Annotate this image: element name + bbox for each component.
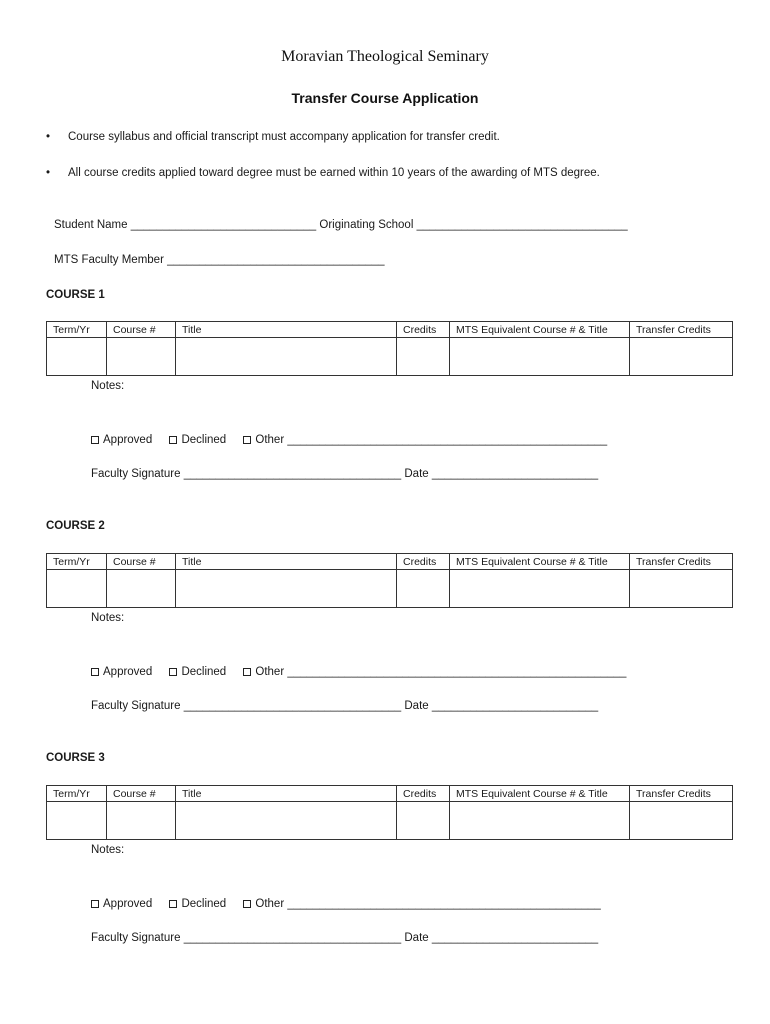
- col-header-term: Term/Yr: [47, 786, 107, 802]
- col-header-term: Term/Yr: [47, 322, 107, 338]
- faculty-signature-label: Faculty Signature: [91, 932, 181, 944]
- credits-cell[interactable]: [397, 338, 450, 376]
- declined-checkbox[interactable]: [169, 434, 226, 446]
- student-info-row: [54, 219, 628, 231]
- transfer-credits-cell[interactable]: [630, 338, 733, 376]
- table-row: [47, 338, 733, 376]
- form-title: Transfer Course Application: [291, 90, 479, 106]
- other-label: Other: [255, 434, 285, 446]
- checkbox-icon: [91, 900, 99, 908]
- signature-row: [91, 468, 598, 480]
- faculty-signature-field[interactable]: __________________________________: [183, 468, 402, 480]
- date-label: Date: [404, 932, 429, 944]
- faculty-signature-field[interactable]: __________________________________: [183, 932, 402, 944]
- declined-label: Declined: [181, 898, 227, 910]
- other-field[interactable]: _____________________________________________________: [287, 666, 627, 678]
- credits-cell[interactable]: [397, 570, 450, 608]
- col-header-credits: Credits: [397, 322, 450, 338]
- col-header-transfer-credits: Transfer Credits: [630, 554, 733, 570]
- other-label: Other: [255, 666, 285, 678]
- declined-label: Declined: [181, 434, 227, 446]
- col-header-course-number: Course #: [107, 786, 176, 802]
- term-cell[interactable]: [47, 802, 107, 840]
- col-header-mts-equivalent: MTS Equivalent Course # & Title: [450, 322, 630, 338]
- table-row: [47, 570, 733, 608]
- col-header-mts-equivalent: MTS Equivalent Course # & Title: [450, 786, 630, 802]
- faculty-signature-field[interactable]: __________________________________: [183, 700, 402, 712]
- organization-name: Moravian Theological Seminary: [281, 48, 489, 65]
- faculty-signature-label: Faculty Signature: [91, 468, 181, 480]
- faculty-member-field[interactable]: __________________________________: [167, 254, 385, 266]
- col-header-course-number: Course #: [107, 322, 176, 338]
- declined-label: Declined: [181, 666, 227, 678]
- mts-equivalent-cell[interactable]: [450, 802, 630, 840]
- checkbox-icon: [169, 668, 177, 676]
- notes-label: Notes:: [91, 844, 125, 856]
- bullet-text: All course credits applied toward degree must be earned within 10 years of the awarding of MTS degree.: [68, 167, 600, 179]
- decision-row: [91, 666, 626, 678]
- other-field[interactable]: __________________________________________________: [287, 434, 608, 446]
- approved-checkbox[interactable]: [91, 898, 152, 910]
- decision-row: [91, 434, 607, 446]
- notes-label: Notes:: [91, 612, 125, 624]
- title-cell[interactable]: [176, 570, 397, 608]
- col-header-title: Title: [176, 322, 397, 338]
- originating-school-field[interactable]: _________________________________: [416, 219, 628, 231]
- course-number-cell[interactable]: [107, 570, 176, 608]
- student-name-label: Student Name: [54, 219, 128, 231]
- mts-equivalent-cell[interactable]: [450, 570, 630, 608]
- checkbox-icon: [243, 668, 251, 676]
- transfer-credits-cell[interactable]: [630, 802, 733, 840]
- title-cell[interactable]: [176, 338, 397, 376]
- title-cell[interactable]: [176, 802, 397, 840]
- approved-label: Approved: [103, 434, 153, 446]
- checkbox-icon: [243, 436, 251, 444]
- col-header-title: Title: [176, 786, 397, 802]
- course-table: [46, 785, 733, 840]
- table-row: [47, 802, 733, 840]
- other-checkbox[interactable]: [243, 898, 284, 910]
- term-cell[interactable]: [47, 338, 107, 376]
- checkbox-icon: [91, 436, 99, 444]
- approved-label: Approved: [103, 666, 153, 678]
- signature-row: [91, 700, 598, 712]
- course-table: [46, 553, 733, 608]
- checkbox-icon: [169, 436, 177, 444]
- approved-label: Approved: [103, 898, 153, 910]
- course-heading: COURSE 3: [46, 752, 105, 764]
- other-field[interactable]: _________________________________________________: [287, 898, 601, 910]
- date-label: Date: [404, 700, 429, 712]
- declined-checkbox[interactable]: [169, 898, 226, 910]
- table-header-row: [47, 322, 733, 338]
- col-header-mts-equivalent: MTS Equivalent Course # & Title: [450, 554, 630, 570]
- col-header-course-number: Course #: [107, 554, 176, 570]
- checkbox-icon: [243, 900, 251, 908]
- table-header-row: [47, 786, 733, 802]
- transfer-credits-cell[interactable]: [630, 570, 733, 608]
- course-heading: COURSE 1: [46, 289, 105, 301]
- credits-cell[interactable]: [397, 802, 450, 840]
- faculty-member-row: [54, 254, 385, 266]
- originating-school-label: Originating School: [319, 219, 414, 231]
- other-checkbox[interactable]: [243, 666, 284, 678]
- col-header-transfer-credits: Transfer Credits: [630, 322, 733, 338]
- instruction-bullet: [46, 167, 600, 179]
- col-header-term: Term/Yr: [47, 554, 107, 570]
- bullet-dot-icon: •: [46, 167, 51, 179]
- col-header-transfer-credits: Transfer Credits: [630, 786, 733, 802]
- course-number-cell[interactable]: [107, 802, 176, 840]
- col-header-title: Title: [176, 554, 397, 570]
- bullet-dot-icon: •: [46, 131, 51, 143]
- checkbox-icon: [91, 668, 99, 676]
- course-number-cell[interactable]: [107, 338, 176, 376]
- bullet-text: Course syllabus and official transcript must accompany application for transfer credit.: [68, 131, 500, 143]
- other-checkbox[interactable]: [243, 434, 284, 446]
- faculty-signature-label: Faculty Signature: [91, 700, 181, 712]
- mts-equivalent-cell[interactable]: [450, 338, 630, 376]
- checkbox-icon: [169, 900, 177, 908]
- col-header-credits: Credits: [397, 554, 450, 570]
- approved-checkbox[interactable]: [91, 434, 152, 446]
- notes-label: Notes:: [91, 380, 125, 392]
- instruction-bullet: [46, 131, 500, 143]
- course-heading: COURSE 2: [46, 520, 105, 532]
- student-name-field[interactable]: _____________________________: [130, 219, 317, 231]
- decision-row: [91, 898, 601, 910]
- course-table: [46, 321, 733, 376]
- date-label: Date: [404, 468, 429, 480]
- approved-checkbox[interactable]: [91, 666, 152, 678]
- date-field[interactable]: __________________________: [431, 932, 599, 944]
- term-cell[interactable]: [47, 570, 107, 608]
- col-header-credits: Credits: [397, 786, 450, 802]
- table-header-row: [47, 554, 733, 570]
- signature-row: [91, 932, 598, 944]
- date-field[interactable]: __________________________: [431, 700, 599, 712]
- faculty-member-label: MTS Faculty Member: [54, 254, 164, 266]
- declined-checkbox[interactable]: [169, 666, 226, 678]
- other-label: Other: [255, 898, 285, 910]
- date-field[interactable]: __________________________: [431, 468, 599, 480]
